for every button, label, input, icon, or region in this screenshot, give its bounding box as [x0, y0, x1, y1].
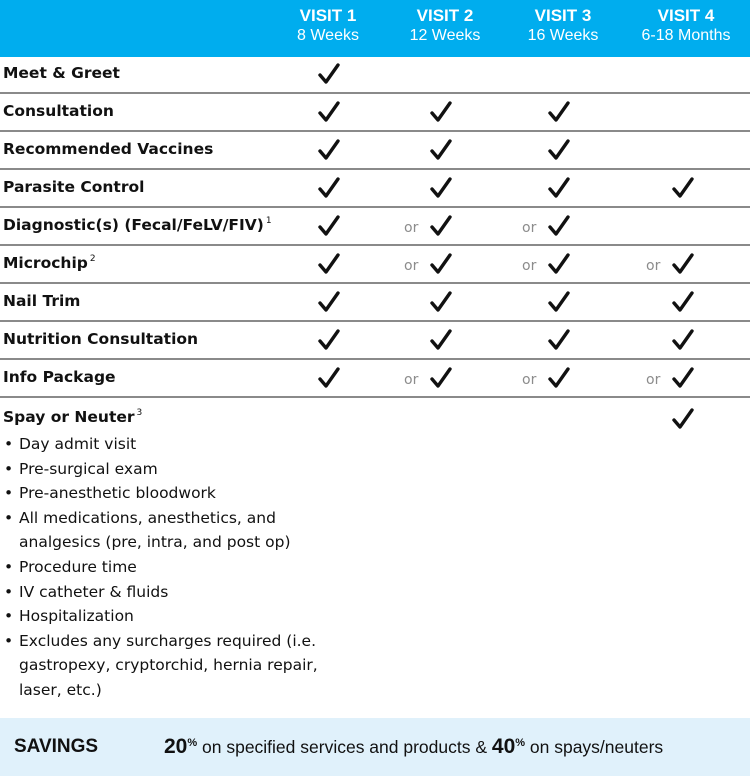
checkmark-icon: [430, 252, 452, 276]
checkmark-icon: [548, 214, 570, 238]
table-row: [0, 94, 750, 132]
list-item: • All medications, anesthetics, and analgesics (pre, intra, and post op): [3, 506, 323, 555]
visit-age: 6-18 Months: [641, 27, 731, 44]
visit-title: VISIT 4: [657, 6, 715, 25]
visit-age: 12 Weeks: [409, 27, 481, 44]
checkmark-icon: [430, 176, 452, 200]
spay-neuter-text: Spay or Neuter: [3, 408, 135, 426]
checkmark-icon: [318, 328, 340, 352]
or-label: or: [646, 372, 661, 388]
or-label: or: [404, 258, 419, 274]
checkmark-icon: [318, 176, 340, 200]
checkmark-icon: [318, 138, 340, 162]
service-name: Nutrition Consultation: [3, 330, 199, 348]
percent-sign: %: [515, 737, 526, 749]
visit-title: VISIT 1: [299, 6, 357, 25]
visit-title: VISIT 3: [534, 6, 592, 25]
percent-sign: %: [187, 737, 198, 749]
checkmark-icon: [672, 290, 694, 314]
visit-cells: [0, 62, 750, 88]
checkmark-icon: [430, 366, 452, 390]
checkmark-icon: [672, 407, 694, 431]
list-item: • IV catheter & fluids: [3, 580, 323, 605]
table-row: [0, 322, 750, 360]
checkmark-icon: [672, 366, 694, 390]
checkmark-icon: [672, 176, 694, 200]
checkmark-icon: [430, 214, 452, 238]
checkmark-icon: [430, 138, 452, 162]
checkmark-icon: [672, 328, 694, 352]
visit-cells: [0, 214, 750, 240]
visit-header: [0, 0, 750, 57]
checkmark-icon: [548, 252, 570, 276]
header-visit-2: [385, 6, 505, 46]
footnote-marker: 1: [265, 216, 272, 226]
header-visit-1: [268, 6, 388, 46]
service-name: Consultation: [3, 102, 114, 120]
list-item: • Day admit visit: [3, 432, 323, 457]
or-label: or: [522, 258, 537, 274]
service-name: Info Package: [3, 368, 116, 386]
service-name: Meet & Greet: [3, 64, 120, 82]
checkmark-icon: [318, 214, 340, 238]
checkmark-icon: [318, 366, 340, 390]
checkmark-icon: [318, 100, 340, 124]
list-item: • Hospitalization: [3, 604, 323, 629]
checkmark-icon: [318, 62, 340, 86]
visit-cells: [0, 176, 750, 202]
or-label: or: [404, 372, 419, 388]
visit-title: VISIT 2: [416, 6, 474, 25]
service-name: Microchip: [3, 254, 88, 272]
savings-text: on specified services and products &: [197, 737, 492, 757]
checkmark-icon: [430, 328, 452, 352]
visit-cells: [0, 252, 750, 278]
header-visit-3: [503, 6, 623, 46]
service-name: Diagnostic(s) (Fecal/FeLV/FIV): [3, 216, 264, 234]
table-row: [0, 208, 750, 246]
table-row: [0, 56, 750, 94]
checkmark-icon: [318, 252, 340, 276]
spay-neuter-includes-list: [3, 432, 323, 703]
savings-label: SAVINGS: [14, 736, 99, 757]
visit-age: 16 Weeks: [527, 27, 599, 44]
footnote-marker: 2: [89, 254, 96, 264]
savings-description: [164, 735, 663, 759]
visit-age: 8 Weeks: [297, 27, 359, 44]
header-visit-4: [626, 6, 746, 46]
table-row: [0, 170, 750, 208]
savings-percent-services: 20: [164, 735, 188, 758]
or-label: or: [404, 220, 419, 236]
or-label: or: [522, 372, 537, 388]
footnote-marker: 3: [136, 408, 143, 418]
checkmark-icon: [430, 290, 452, 314]
table-row: [0, 132, 750, 170]
service-name: Parasite Control: [3, 178, 145, 196]
or-label: or: [646, 258, 661, 274]
savings-text: on spays/neuters: [525, 737, 664, 757]
visit-cells: [0, 407, 750, 433]
list-item: • Pre-surgical exam: [3, 457, 323, 482]
visit-cells: [0, 290, 750, 316]
checkmark-icon: [430, 100, 452, 124]
checkmark-icon: [548, 328, 570, 352]
checkmark-icon: [318, 290, 340, 314]
table-row: [0, 284, 750, 322]
visit-cells: [0, 366, 750, 392]
visit-cells: [0, 328, 750, 354]
list-item: • Excludes any surcharges required (i.e. gastropexy, cryptorchid, hernia repair, laser, etc.): [3, 629, 323, 703]
service-name: Nail Trim: [3, 292, 81, 310]
table-row: [0, 360, 750, 398]
visit-cells: [0, 138, 750, 164]
table-row: [0, 246, 750, 284]
checkmark-icon: [548, 176, 570, 200]
list-item: • Pre-anesthetic bloodwork: [3, 481, 323, 506]
service-name: Recommended Vaccines: [3, 140, 214, 158]
or-label: or: [522, 220, 537, 236]
list-item: • Procedure time: [3, 555, 323, 580]
savings-percent-spay: 40: [491, 735, 516, 758]
checkmark-icon: [548, 138, 570, 162]
checkmark-icon: [548, 290, 570, 314]
checkmark-icon: [548, 100, 570, 124]
checkmark-icon: [548, 366, 570, 390]
checkmark-icon: [672, 252, 694, 276]
visit-cells: [0, 100, 750, 126]
savings-banner: [0, 718, 750, 776]
